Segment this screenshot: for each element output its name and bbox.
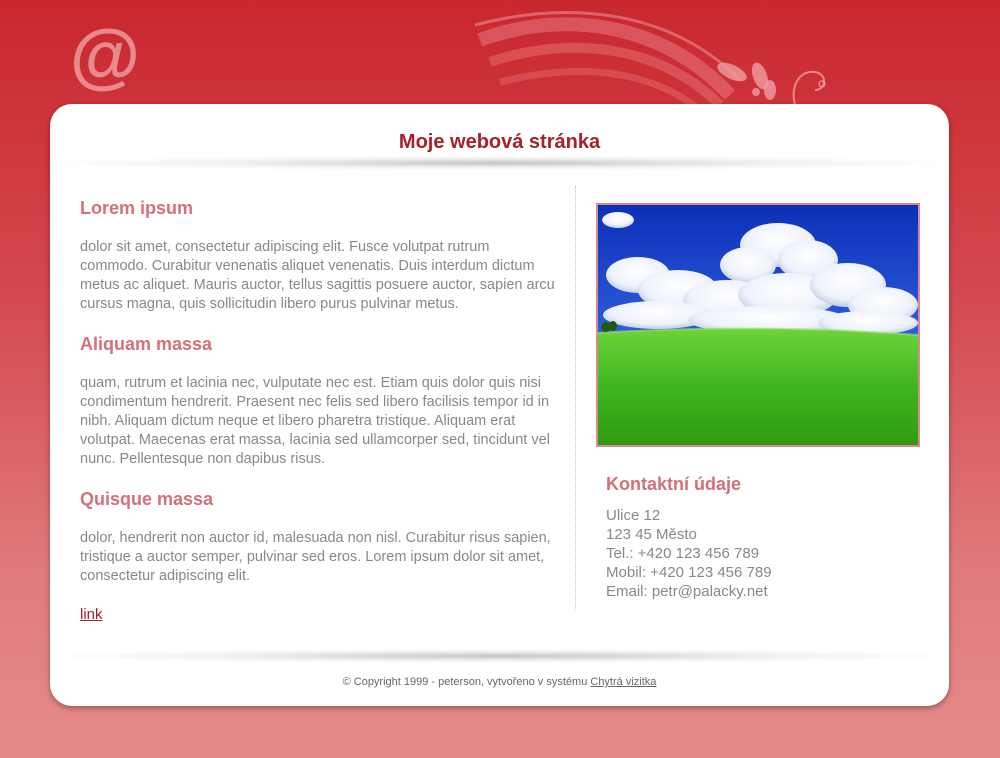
content-section <box>80 487 558 586</box>
landscape-photo <box>596 203 920 447</box>
header-divider <box>65 156 934 170</box>
contact-line: 123 45 Město <box>606 526 697 543</box>
contact-email: Email: petr@palacky.net <box>606 583 768 600</box>
contact-heading: Kontaktní údaje <box>606 474 742 494</box>
page-title: Moje webová stránka <box>398 131 601 153</box>
contact-section <box>606 472 906 601</box>
contact-line: Ulice 12 <box>606 507 661 524</box>
at-sign-icon <box>70 22 140 92</box>
flower-swoosh-icon <box>470 0 870 110</box>
footer-link[interactable]: Chytrá vizitka <box>590 676 657 688</box>
footer-divider <box>65 649 934 663</box>
content-link[interactable]: link <box>80 606 103 623</box>
section-heading: Lorem ipsum <box>80 198 194 218</box>
main-card <box>50 104 949 706</box>
section-text: dolor sit amet, consectetur adipiscing elit. Fusce volutpat rutrum commodo. Curabitur venenatis aliquet venenatis. Duis interdum dictum metus ac aliquet. Mauris auctor, tellus sagittis posuere auctor, sapien arcu cursus magna, quis sollicitudin libero purus pulvinar metus. <box>80 239 555 312</box>
svg-text:@: @ <box>70 22 140 92</box>
footer-text: © Copyright 1999 - peterson, vytvořeno v systému <box>342 676 588 688</box>
section-text: quam, rutrum et lacinia nec, vulputate nec est. Etiam quis dolor quis nisi condimentum hendrerit. Praesent nec felis sed libero facilisis tempor id in nibh. Aliquam dictum neque et libero pharetra tristique. Aliquam erat volutpat. Maecenas erat massa, lacinia sed ullamcorper sed, tincidunt vel nunc. Pellentesque non dapibus risus. <box>80 375 550 467</box>
content-column <box>80 196 558 624</box>
contact-line: Tel.: +420 123 456 789 <box>606 545 760 562</box>
column-divider <box>575 186 576 610</box>
section-heading: Quisque massa <box>80 489 214 509</box>
contact-line: Mobil: +420 123 456 789 <box>606 564 772 581</box>
content-section <box>80 332 558 469</box>
footer <box>50 676 949 688</box>
section-text: dolor, hendrerit non auctor id, malesuada non nisl. Curabitur risus sapien, tristique a auctor semper, pulvinar sed eros. Lorem ipsum dolor sit amet, consectetur adipiscing elit. <box>80 530 551 584</box>
landscape-image <box>598 205 918 445</box>
content-section <box>80 196 558 314</box>
section-heading: Aliquam massa <box>80 334 213 354</box>
